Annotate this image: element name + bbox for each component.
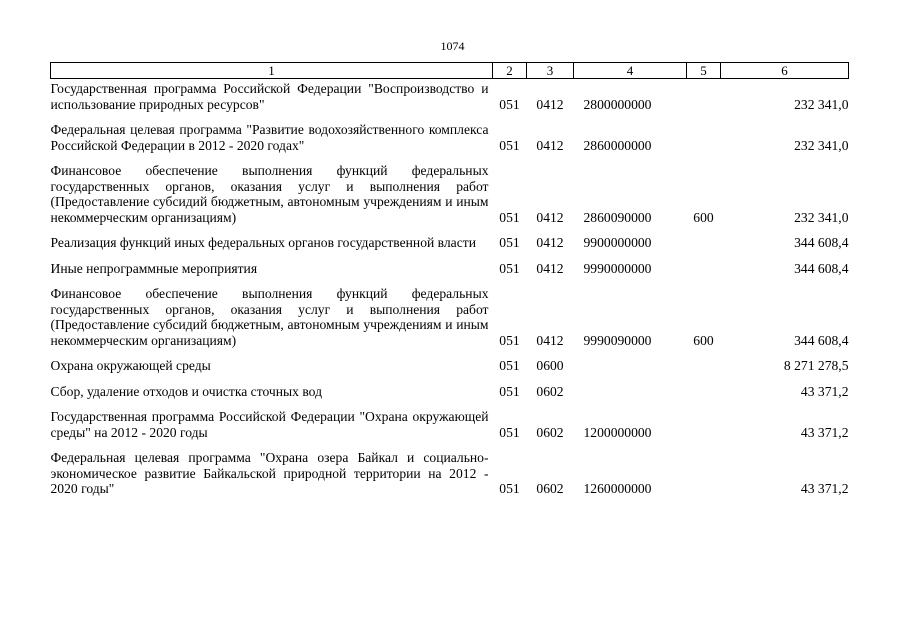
table-row — [51, 225, 849, 251]
row-grbs: 051 — [499, 96, 520, 112]
row-amount: 344 608,4 — [794, 260, 849, 276]
table-row — [51, 348, 849, 374]
table-row — [51, 79, 849, 113]
row-amount: 43 371,2 — [800, 481, 849, 496]
row-name: Федеральная целевая программа "Развитие водохозяйственного комплекса Российской Федерации в 2012 - 2020 годах" — [50, 122, 489, 153]
row-grbs: 051 — [499, 137, 520, 153]
row-amount: 344 608,4 — [794, 332, 849, 348]
row-grbs: 051 — [499, 358, 520, 373]
row-rzpr: 0602 — [536, 424, 564, 440]
row-vr — [687, 79, 721, 113]
row-rzpr: 0600 — [536, 358, 564, 373]
row-name: Государственная программа Российской Федерации "Охрана окружающей среды" на 2012 - 2020 годы — [50, 409, 489, 440]
row-vr: 600 — [693, 332, 714, 348]
header-row — [51, 63, 849, 79]
row-vr — [687, 225, 721, 251]
row-name: Охрана окружающей среды — [50, 358, 211, 373]
row-amount: 8 271 278,5 — [783, 358, 849, 373]
row-amount: 344 608,4 — [794, 235, 849, 250]
row-rzpr: 0602 — [536, 481, 564, 496]
row-amount: 43 371,2 — [800, 424, 849, 440]
table-row — [51, 374, 849, 400]
column-header: 6 — [721, 63, 849, 79]
row-grbs: 051 — [499, 332, 520, 348]
row-rzpr: 0412 — [536, 137, 564, 153]
row-grbs: 051 — [499, 209, 520, 225]
column-header: 1 — [51, 63, 493, 79]
row-amount: 43 371,2 — [800, 383, 849, 399]
row-name: Сбор, удаление отходов и очистка сточных вод — [50, 383, 322, 399]
row-amount: 232 341,0 — [794, 96, 849, 112]
column-header: 4 — [574, 63, 687, 79]
row-vr — [687, 440, 721, 497]
row-csr: 2860090000 — [583, 209, 652, 225]
table-row — [51, 153, 849, 225]
row-csr: 1260000000 — [583, 481, 652, 496]
row-csr: 1200000000 — [583, 424, 652, 440]
table-row — [51, 276, 849, 348]
table-body — [51, 79, 849, 497]
row-name: Государственная программа Российской Федерации "Воспроизводство и использование природных ресурсов" — [50, 81, 489, 112]
row-rzpr: 0412 — [536, 260, 564, 276]
row-vr — [687, 399, 721, 440]
row-grbs: 051 — [499, 260, 520, 276]
row-name: Финансовое обеспечение выполнения функций федеральных государственных органов, оказания услуг и выполнения работ (Предоставление субсидий бюджетным, автономным учреждениям и иным некоммерческим организациям) — [50, 163, 489, 225]
row-csr: 9990090000 — [583, 332, 652, 348]
row-grbs: 051 — [499, 383, 520, 399]
budget-table — [50, 62, 849, 497]
table-row — [51, 112, 849, 153]
row-vr — [687, 348, 721, 374]
row-vr — [687, 251, 721, 277]
row-rzpr: 0412 — [536, 209, 564, 225]
row-grbs: 051 — [499, 235, 520, 250]
column-header: 5 — [687, 63, 721, 79]
table-row — [51, 399, 849, 440]
table-row — [51, 440, 849, 497]
row-grbs: 051 — [499, 424, 520, 440]
row-csr: 2860000000 — [583, 137, 652, 153]
column-header: 3 — [527, 63, 574, 79]
row-name: Иные непрограммные мероприятия — [50, 260, 258, 276]
row-vr: 600 — [693, 209, 714, 225]
row-name: Федеральная целевая программа "Охрана озера Байкал и социально-экономическое развитие Байкальской природной территории на 2012 - 2020 годы" — [50, 450, 489, 496]
row-csr — [574, 374, 687, 400]
row-csr: 9900000000 — [583, 235, 652, 250]
row-vr — [687, 374, 721, 400]
row-name: Финансовое обеспечение выполнения функций федеральных государственных органов, оказания услуг и выполнения работ (Предоставление субсидий бюджетным, автономным учреждениям и иным некоммерческим организациям) — [50, 286, 489, 348]
row-grbs: 051 — [499, 481, 520, 496]
column-header: 2 — [493, 63, 527, 79]
row-rzpr: 0412 — [536, 332, 564, 348]
row-amount: 232 341,0 — [794, 137, 849, 153]
row-rzpr: 0412 — [536, 96, 564, 112]
page-number: 1074 — [440, 39, 465, 53]
table-header — [51, 63, 849, 79]
row-csr — [574, 348, 687, 374]
row-name: Реализация функций иных федеральных органов государственной власти — [50, 235, 476, 250]
row-rzpr: 0412 — [536, 235, 564, 250]
row-amount: 232 341,0 — [794, 209, 849, 225]
row-csr: 9990000000 — [583, 260, 652, 276]
table-row — [51, 251, 849, 277]
row-vr — [687, 112, 721, 153]
row-csr: 2800000000 — [583, 96, 652, 112]
row-rzpr: 0602 — [536, 383, 564, 399]
